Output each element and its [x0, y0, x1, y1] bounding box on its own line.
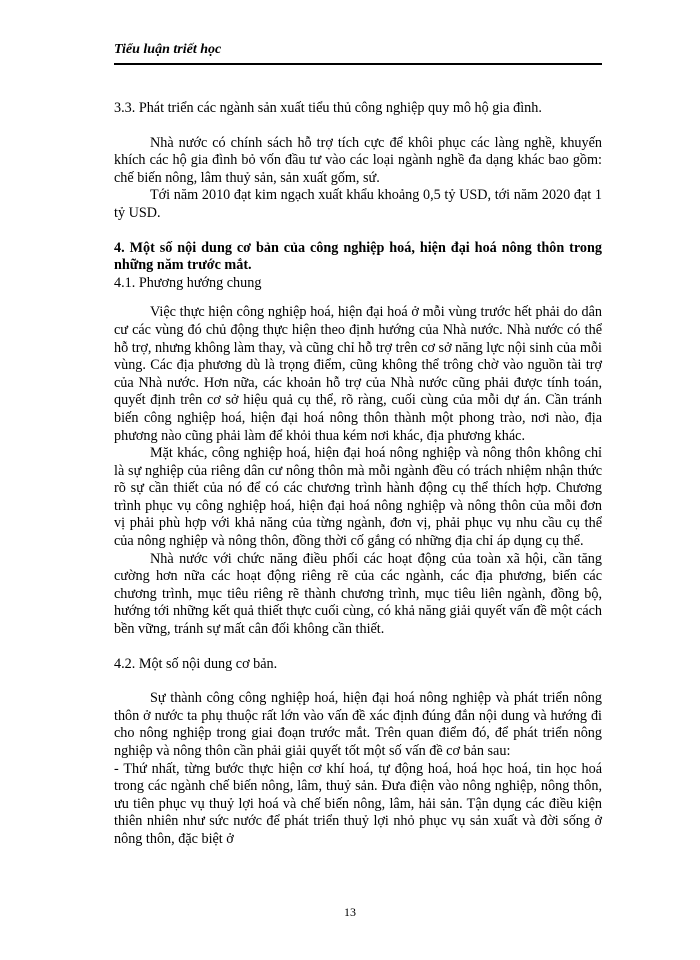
page-header: [114, 40, 602, 65]
paragraph: Nhà nước có chính sách hỗ trợ tích cực để khôi phục các làng nghề, khuyến khích các hộ gia đình bỏ vốn đầu tư vào các loại ngành nghề đa dạng khác bao gồm: chế biến nông, lâm thuỷ sản, sản xuất gốm, sứ.: [114, 134, 602, 186]
paragraph: Nhà nước với chức năng điều phối các hoạt động của toàn xã hội, cần tăng cường hơn nữa các hoạt động riêng rẽ của các ngành, các địa phương, biến các chương trình, mục tiêu riêng rẽ thành chương trình, mục tiêu liên ngành, đồng bộ, hướng tới những kết quả thiết thực cuối cùng, có khả năng giải quyết vấn đề một cách bền vững, tránh sự mất cân đối không cần thiết.: [114, 550, 603, 638]
section-4-2-title: 4.2. Một số nội dung cơ bản.: [114, 655, 278, 672]
paragraph: Mặt khác, công nghiệp hoá, hiện đại hoá nông nghiệp và nông thôn không chỉ là sự nghiệp của riêng dân cư nông thôn mà mỗi ngành đều có trách nhiệm nhận thức rõ sự cần thiết của nó để có các chương trình hành động cụ thể thích hợp. Chương trình phục vụ công nghiệp hoá, hiện đại hoá nông nghiệp và nông thôn của mỗi đơn vị phải phù hợp với khả năng của từng ngành, đơn vị, phải phục vụ nhu cầu cụ thể của nông nghiệp và nông thôn, đồng thời cố gắng có những địa chỉ áp dụng cụ thể.: [114, 445, 602, 550]
document-body: [114, 100, 602, 849]
paragraph: Sự thành công công nghiệp hoá, hiện đại hoá nông nghiệp và phát triển nông thôn ở nước ta phụ thuộc rất lớn vào vấn đề xác định đúng đắn nội dung và hướng đi cho nông nghiệp trong giai đoạn trước mắt. Trên quan điểm đó, để phát triển nông nghiệp và nông thôn cần phải giải quyết tốt một số vấn đề cơ bản sau:: [114, 690, 602, 759]
paragraph: Tới năm 2010 đạt kim ngạch xuất khẩu khoảng 0,5 tỷ USD, tới năm 2020 đạt 1 tỷ USD.: [114, 187, 602, 221]
section-4-1-title: 4.1. Phương hướng chung: [114, 274, 262, 291]
paragraph: Việc thực hiện công nghiệp hoá, hiện đại hoá ở mỗi vùng trước hết phải do dân cư các vùng đó chủ động thực hiện theo định hướng của Nhà nước. Nhà nước có thể hỗ trợ, nhưng không làm thay, và cũng chỉ hỗ trợ trên cơ sở năng lực nội sinh của mỗi vùng. Các địa phương dù là trọng điểm, cũng không thể trông chờ vào nguồn tài trợ của Nhà nước. Hơn nữa, các khoản hỗ trợ của Nhà nước cũng phải được tính toán, quyết định trên cơ sở hiệu quả cụ thể, rõ ràng, cuối cùng của mỗi dự án. Cần tránh biến công nghiệp hoá, hiện đại hoá nông thôn thành một phong trào, nơi nào, địa phương nào cũng phải làm để khỏi thua kém nơi khác, địa phương khác.: [114, 304, 602, 444]
page-number: 13: [344, 905, 356, 919]
section-4-title: 4. Một số nội dung cơ bản của công nghiệp hoá, hiện đại hoá nông thôn trong những năm trước mắt.: [114, 239, 602, 274]
section-3-3-title: 3.3. Phát triển các ngành sản xuất tiểu thủ công nghiệp quy mô hộ gia đình.: [114, 100, 542, 116]
paragraph: - Thứ nhất, từng bước thực hiện cơ khí hoá, tự động hoá, hoá học hoá, tin học hoá trong các ngành chế biến nông, lâm, thuỷ sản. Đưa điện vào nông nghiệp, nông thôn, ưu tiên phục vụ thuỷ lợi hoá và chế biến nông, lâm, hải sản. Tận dụng các điều kiện thiên nhiên như sức nước để phát triển thuỷ lợi nhỏ phục vụ sản xuất và đời sống ở nông thôn, đặc biệt ở: [114, 760, 602, 847]
header-divider: [114, 63, 602, 65]
header-title: Tiểu luận triết học: [114, 42, 222, 57]
